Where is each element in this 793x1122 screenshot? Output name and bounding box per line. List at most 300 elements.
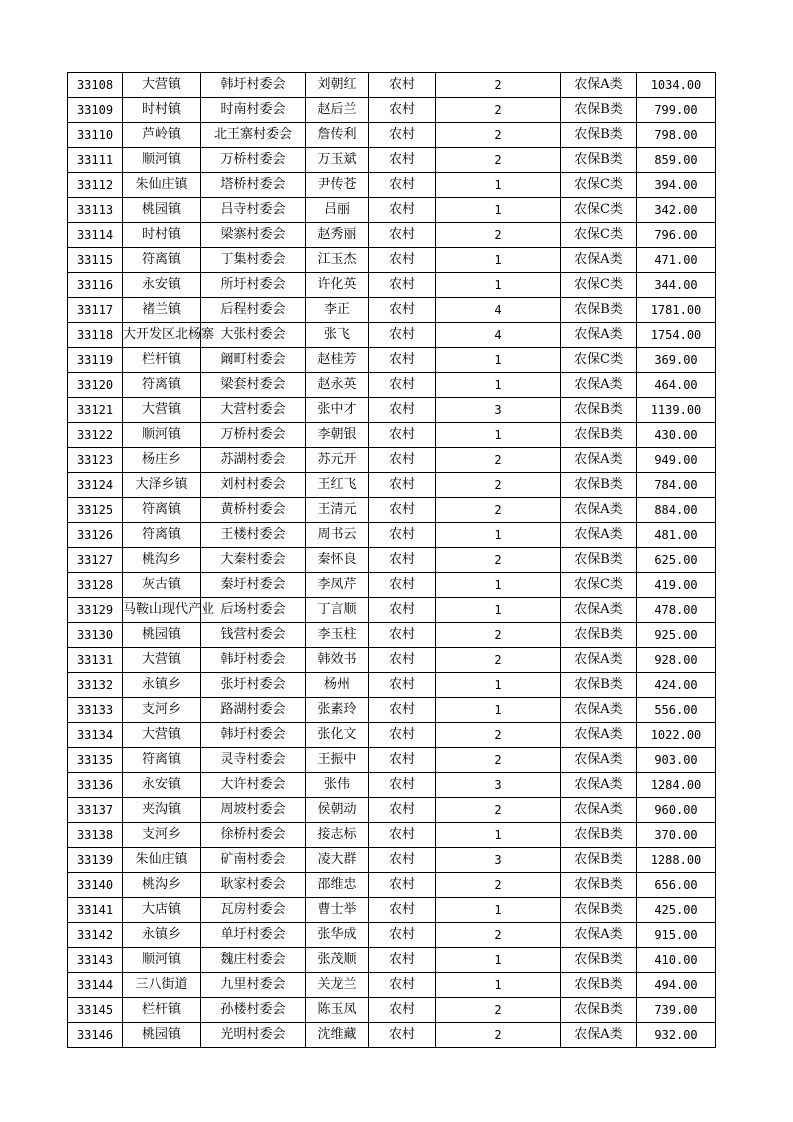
table-row [68, 98, 716, 123]
amount-cell: 928.00 [637, 648, 716, 673]
village-committee-cell: 后程村委会 [201, 298, 306, 323]
record-id-cell: 33116 [68, 273, 123, 298]
town-cell: 栏杆镇 [123, 998, 201, 1023]
table-row [68, 873, 716, 898]
member-count-cell: 2 [436, 223, 561, 248]
table-row [68, 748, 716, 773]
amount-cell: 903.00 [637, 748, 716, 773]
person-name-cell: 张飞 [306, 323, 369, 348]
table-row [68, 548, 716, 573]
insurance-category-cell: 农保C类 [561, 173, 637, 198]
table-row [68, 423, 716, 448]
insurance-category-cell: 农保A类 [561, 748, 637, 773]
town-cell: 褚兰镇 [123, 298, 201, 323]
amount-cell: 471.00 [637, 248, 716, 273]
person-name-cell: 周书云 [306, 523, 369, 548]
member-count-cell: 2 [436, 873, 561, 898]
household-type-cell: 农村 [369, 348, 436, 373]
village-committee-cell: 梁寨村委会 [201, 223, 306, 248]
household-type-cell: 农村 [369, 148, 436, 173]
village-committee-cell: 灵寺村委会 [201, 748, 306, 773]
household-type-cell: 农村 [369, 573, 436, 598]
member-count-cell: 1 [436, 248, 561, 273]
insurance-category-cell: 农保B类 [561, 548, 637, 573]
table-row [68, 598, 716, 623]
town-cell: 时村镇 [123, 98, 201, 123]
village-committee-cell: 瓦房村委会 [201, 898, 306, 923]
person-name-cell: 凌大群 [306, 848, 369, 873]
village-committee-cell: 徐桥村委会 [201, 823, 306, 848]
insurance-category-cell: 农保B类 [561, 98, 637, 123]
record-id-cell: 33145 [68, 998, 123, 1023]
record-id-cell: 33111 [68, 148, 123, 173]
table-row [68, 473, 716, 498]
town-cell: 顺河镇 [123, 948, 201, 973]
household-type-cell: 农村 [369, 498, 436, 523]
amount-cell: 884.00 [637, 498, 716, 523]
household-type-cell: 农村 [369, 723, 436, 748]
member-count-cell: 2 [436, 473, 561, 498]
town-cell: 大营镇 [123, 723, 201, 748]
amount-cell: 1288.00 [637, 848, 716, 873]
amount-cell: 925.00 [637, 623, 716, 648]
member-count-cell: 1 [436, 973, 561, 998]
table-row [68, 723, 716, 748]
village-committee-cell: 后场村委会 [201, 598, 306, 623]
person-name-cell: 王红飞 [306, 473, 369, 498]
table-row [68, 173, 716, 198]
amount-cell: 342.00 [637, 198, 716, 223]
member-count-cell: 2 [436, 923, 561, 948]
roster-body [68, 73, 716, 1048]
table-row [68, 323, 716, 348]
person-name-cell: 邵维忠 [306, 873, 369, 898]
household-type-cell: 农村 [369, 948, 436, 973]
member-count-cell: 4 [436, 323, 561, 348]
member-count-cell: 2 [436, 1023, 561, 1048]
record-id-cell: 33117 [68, 298, 123, 323]
town-cell: 符离镇 [123, 748, 201, 773]
record-id-cell: 33120 [68, 373, 123, 398]
household-type-cell: 农村 [369, 973, 436, 998]
amount-cell: 478.00 [637, 598, 716, 623]
town-cell: 芦岭镇 [123, 123, 201, 148]
village-committee-cell: 大张村委会 [201, 323, 306, 348]
household-type-cell: 农村 [369, 473, 436, 498]
table-row [68, 948, 716, 973]
household-type-cell: 农村 [369, 748, 436, 773]
insurance-category-cell: 农保B类 [561, 423, 637, 448]
amount-cell: 494.00 [637, 973, 716, 998]
village-committee-cell: 路湖村委会 [201, 698, 306, 723]
person-name-cell: 杨州 [306, 673, 369, 698]
record-id-cell: 33122 [68, 423, 123, 448]
town-cell: 顺河镇 [123, 148, 201, 173]
insurance-category-cell: 农保A类 [561, 923, 637, 948]
village-committee-cell: 丁集村委会 [201, 248, 306, 273]
town-cell: 大营镇 [123, 398, 201, 423]
record-id-cell: 33119 [68, 348, 123, 373]
person-name-cell: 接志标 [306, 823, 369, 848]
table-row [68, 648, 716, 673]
amount-cell: 430.00 [637, 423, 716, 448]
amount-cell: 625.00 [637, 548, 716, 573]
record-id-cell: 33123 [68, 448, 123, 473]
record-id-cell: 33110 [68, 123, 123, 148]
person-name-cell: 刘朝红 [306, 73, 369, 98]
village-committee-cell: 大秦村委会 [201, 548, 306, 573]
town-cell: 永镇乡 [123, 673, 201, 698]
village-committee-cell: 苏湖村委会 [201, 448, 306, 473]
record-id-cell: 33131 [68, 648, 123, 673]
table-row [68, 223, 716, 248]
insurance-category-cell: 农保B类 [561, 473, 637, 498]
town-cell: 符离镇 [123, 373, 201, 398]
town-cell: 杨庄乡 [123, 448, 201, 473]
table-row [68, 923, 716, 948]
town-cell: 桃园镇 [123, 623, 201, 648]
record-id-cell: 33121 [68, 398, 123, 423]
household-type-cell: 农村 [369, 673, 436, 698]
person-name-cell: 秦怀良 [306, 548, 369, 573]
household-type-cell: 农村 [369, 298, 436, 323]
insurance-category-cell: 农保B类 [561, 823, 637, 848]
household-type-cell: 农村 [369, 598, 436, 623]
town-cell: 时村镇 [123, 223, 201, 248]
member-count-cell: 1 [436, 173, 561, 198]
amount-cell: 464.00 [637, 373, 716, 398]
insurance-category-cell: 农保C类 [561, 223, 637, 248]
household-type-cell: 农村 [369, 98, 436, 123]
person-name-cell: 张中才 [306, 398, 369, 423]
town-cell: 桃沟乡 [123, 873, 201, 898]
amount-cell: 798.00 [637, 123, 716, 148]
person-name-cell: 吕丽 [306, 198, 369, 223]
person-name-cell: 许化英 [306, 273, 369, 298]
table-row [68, 773, 716, 798]
household-type-cell: 农村 [369, 623, 436, 648]
person-name-cell: 韩效书 [306, 648, 369, 673]
village-committee-cell: 矿南村委会 [201, 848, 306, 873]
amount-cell: 784.00 [637, 473, 716, 498]
member-count-cell: 1 [436, 823, 561, 848]
insurance-category-cell: 农保B类 [561, 898, 637, 923]
town-cell: 支河乡 [123, 698, 201, 723]
household-type-cell: 农村 [369, 448, 436, 473]
town-cell: 大泽乡镇 [123, 473, 201, 498]
member-count-cell: 3 [436, 773, 561, 798]
amount-cell: 1754.00 [637, 323, 716, 348]
insurance-category-cell: 农保B类 [561, 673, 637, 698]
table-row [68, 623, 716, 648]
town-cell: 朱仙庄镇 [123, 173, 201, 198]
table-row [68, 448, 716, 473]
insurance-category-cell: 农保B类 [561, 848, 637, 873]
member-count-cell: 2 [436, 623, 561, 648]
insurance-category-cell: 农保B类 [561, 148, 637, 173]
household-type-cell: 农村 [369, 198, 436, 223]
person-name-cell: 江玉杰 [306, 248, 369, 273]
table-row [68, 998, 716, 1023]
table-row [68, 698, 716, 723]
household-type-cell: 农村 [369, 423, 436, 448]
insurance-category-cell: 农保A类 [561, 73, 637, 98]
amount-cell: 932.00 [637, 1023, 716, 1048]
village-committee-cell: 孙楼村委会 [201, 998, 306, 1023]
member-count-cell: 1 [436, 898, 561, 923]
household-type-cell: 农村 [369, 123, 436, 148]
village-committee-cell: 周坡村委会 [201, 798, 306, 823]
person-name-cell: 苏元开 [306, 448, 369, 473]
town-cell: 永安镇 [123, 773, 201, 798]
village-committee-cell: 刘村村委会 [201, 473, 306, 498]
village-committee-cell: 钱营村委会 [201, 623, 306, 648]
record-id-cell: 33125 [68, 498, 123, 523]
person-name-cell: 关龙兰 [306, 973, 369, 998]
member-count-cell: 2 [436, 723, 561, 748]
town-cell: 桃沟乡 [123, 548, 201, 573]
town-cell: 朱仙庄镇 [123, 848, 201, 873]
amount-cell: 1022.00 [637, 723, 716, 748]
household-type-cell: 农村 [369, 248, 436, 273]
village-committee-cell: 万桥村委会 [201, 423, 306, 448]
member-count-cell: 2 [436, 748, 561, 773]
member-count-cell: 3 [436, 398, 561, 423]
person-name-cell: 沈维藏 [306, 1023, 369, 1048]
household-type-cell: 农村 [369, 73, 436, 98]
person-name-cell: 赵永英 [306, 373, 369, 398]
village-committee-cell: 吕寺村委会 [201, 198, 306, 223]
amount-cell: 799.00 [637, 98, 716, 123]
record-id-cell: 33143 [68, 948, 123, 973]
table-row [68, 973, 716, 998]
insurance-category-cell: 农保B类 [561, 873, 637, 898]
amount-cell: 656.00 [637, 873, 716, 898]
town-cell: 大营镇 [123, 73, 201, 98]
table-row [68, 898, 716, 923]
record-id-cell: 33128 [68, 573, 123, 598]
member-count-cell: 2 [436, 73, 561, 98]
amount-cell: 960.00 [637, 798, 716, 823]
insurance-category-cell: 农保A类 [561, 523, 637, 548]
amount-cell: 370.00 [637, 823, 716, 848]
household-type-cell: 农村 [369, 798, 436, 823]
member-count-cell: 1 [436, 598, 561, 623]
town-cell: 马鞍山现代产业 [123, 598, 201, 623]
member-count-cell: 2 [436, 98, 561, 123]
record-id-cell: 33132 [68, 673, 123, 698]
person-name-cell: 王清元 [306, 498, 369, 523]
insurance-category-cell: 农保B类 [561, 998, 637, 1023]
household-type-cell: 农村 [369, 648, 436, 673]
record-id-cell: 33139 [68, 848, 123, 873]
insurance-category-cell: 农保A类 [561, 648, 637, 673]
table-row [68, 73, 716, 98]
insurance-category-cell: 农保B类 [561, 973, 637, 998]
household-type-cell: 农村 [369, 998, 436, 1023]
person-name-cell: 张伟 [306, 773, 369, 798]
town-cell: 桃园镇 [123, 1023, 201, 1048]
village-committee-cell: 韩圩村委会 [201, 73, 306, 98]
amount-cell: 481.00 [637, 523, 716, 548]
insurance-category-cell: 农保A类 [561, 1023, 637, 1048]
insurance-category-cell: 农保B类 [561, 623, 637, 648]
person-name-cell: 张素玲 [306, 698, 369, 723]
table-row [68, 798, 716, 823]
insurance-category-cell: 农保C类 [561, 198, 637, 223]
record-id-cell: 33142 [68, 923, 123, 948]
insurance-category-cell: 农保A类 [561, 323, 637, 348]
person-name-cell: 赵桂芳 [306, 348, 369, 373]
village-committee-cell: 北王寨村委会 [201, 123, 306, 148]
table-row [68, 348, 716, 373]
amount-cell: 419.00 [637, 573, 716, 598]
person-name-cell: 丁言顺 [306, 598, 369, 623]
table-row [68, 198, 716, 223]
amount-cell: 739.00 [637, 998, 716, 1023]
insurance-category-cell: 农保A类 [561, 248, 637, 273]
village-committee-cell: 梁套村委会 [201, 373, 306, 398]
member-count-cell: 2 [436, 548, 561, 573]
person-name-cell: 李朝银 [306, 423, 369, 448]
person-name-cell: 曹士举 [306, 898, 369, 923]
insurance-category-cell: 农保B类 [561, 398, 637, 423]
town-cell: 符离镇 [123, 248, 201, 273]
record-id-cell: 33127 [68, 548, 123, 573]
village-committee-cell: 时南村委会 [201, 98, 306, 123]
insurance-category-cell: 农保C类 [561, 573, 637, 598]
person-name-cell: 张茂顺 [306, 948, 369, 973]
village-committee-cell: 九里村委会 [201, 973, 306, 998]
village-committee-cell: 大营村委会 [201, 398, 306, 423]
town-cell: 桃园镇 [123, 198, 201, 223]
village-committee-cell: 秦圩村委会 [201, 573, 306, 598]
table-row [68, 1023, 716, 1048]
record-id-cell: 33141 [68, 898, 123, 923]
record-id-cell: 33136 [68, 773, 123, 798]
record-id-cell: 33129 [68, 598, 123, 623]
village-committee-cell: 韩圩村委会 [201, 723, 306, 748]
table-row [68, 123, 716, 148]
roster-table [67, 72, 716, 1048]
village-committee-cell: 大许村委会 [201, 773, 306, 798]
person-name-cell: 赵秀丽 [306, 223, 369, 248]
insurance-category-cell: 农保B类 [561, 948, 637, 973]
amount-cell: 344.00 [637, 273, 716, 298]
member-count-cell: 1 [436, 373, 561, 398]
insurance-category-cell: 农保A类 [561, 448, 637, 473]
town-cell: 永安镇 [123, 273, 201, 298]
person-name-cell: 李玉柱 [306, 623, 369, 648]
member-count-cell: 1 [436, 198, 561, 223]
insurance-category-cell: 农保B类 [561, 123, 637, 148]
town-cell: 符离镇 [123, 523, 201, 548]
town-cell: 顺河镇 [123, 423, 201, 448]
table-row [68, 298, 716, 323]
table-row [68, 248, 716, 273]
town-cell: 三八街道 [123, 973, 201, 998]
table-row [68, 673, 716, 698]
record-id-cell: 33137 [68, 798, 123, 823]
household-type-cell: 农村 [369, 323, 436, 348]
village-committee-cell: 阚町村委会 [201, 348, 306, 373]
household-type-cell: 农村 [369, 173, 436, 198]
amount-cell: 369.00 [637, 348, 716, 373]
person-name-cell: 尹传苍 [306, 173, 369, 198]
person-name-cell: 王振中 [306, 748, 369, 773]
person-name-cell: 李凤芹 [306, 573, 369, 598]
member-count-cell: 3 [436, 848, 561, 873]
village-committee-cell: 韩圩村委会 [201, 648, 306, 673]
household-type-cell: 农村 [369, 548, 436, 573]
village-committee-cell: 万桥村委会 [201, 148, 306, 173]
member-count-cell: 1 [436, 423, 561, 448]
member-count-cell: 1 [436, 698, 561, 723]
record-id-cell: 33118 [68, 323, 123, 348]
village-committee-cell: 耿家村委会 [201, 873, 306, 898]
household-type-cell: 农村 [369, 823, 436, 848]
amount-cell: 1139.00 [637, 398, 716, 423]
household-type-cell: 农村 [369, 398, 436, 423]
insurance-category-cell: 农保A类 [561, 598, 637, 623]
table-row [68, 823, 716, 848]
village-committee-cell: 单圩村委会 [201, 923, 306, 948]
amount-cell: 425.00 [637, 898, 716, 923]
table-row [68, 398, 716, 423]
insurance-category-cell: 农保A类 [561, 698, 637, 723]
town-cell: 符离镇 [123, 498, 201, 523]
member-count-cell: 2 [436, 998, 561, 1023]
village-committee-cell: 魏庄村委会 [201, 948, 306, 973]
member-count-cell: 2 [436, 798, 561, 823]
table-row [68, 498, 716, 523]
village-committee-cell: 所圩村委会 [201, 273, 306, 298]
town-cell: 栏杆镇 [123, 348, 201, 373]
household-type-cell: 农村 [369, 923, 436, 948]
record-id-cell: 33126 [68, 523, 123, 548]
town-cell: 大店镇 [123, 898, 201, 923]
household-type-cell: 农村 [369, 373, 436, 398]
amount-cell: 1034.00 [637, 73, 716, 98]
town-cell: 大营镇 [123, 648, 201, 673]
table-row [68, 373, 716, 398]
record-id-cell: 33144 [68, 973, 123, 998]
table-row [68, 848, 716, 873]
record-id-cell: 33135 [68, 748, 123, 773]
member-count-cell: 2 [436, 448, 561, 473]
person-name-cell: 陈玉凤 [306, 998, 369, 1023]
household-type-cell: 农村 [369, 773, 436, 798]
member-count-cell: 1 [436, 523, 561, 548]
insurance-category-cell: 农保C类 [561, 273, 637, 298]
member-count-cell: 2 [436, 648, 561, 673]
person-name-cell: 詹传利 [306, 123, 369, 148]
household-type-cell: 农村 [369, 1023, 436, 1048]
town-cell: 大开发区北杨寨 [123, 323, 201, 348]
amount-cell: 424.00 [637, 673, 716, 698]
record-id-cell: 33134 [68, 723, 123, 748]
village-committee-cell: 光明村委会 [201, 1023, 306, 1048]
person-name-cell: 万玉斌 [306, 148, 369, 173]
amount-cell: 1781.00 [637, 298, 716, 323]
household-type-cell: 农村 [369, 873, 436, 898]
amount-cell: 859.00 [637, 148, 716, 173]
member-count-cell: 2 [436, 498, 561, 523]
person-name-cell: 侯朝动 [306, 798, 369, 823]
village-committee-cell: 黄桥村委会 [201, 498, 306, 523]
record-id-cell: 33138 [68, 823, 123, 848]
insurance-category-cell: 农保A类 [561, 373, 637, 398]
